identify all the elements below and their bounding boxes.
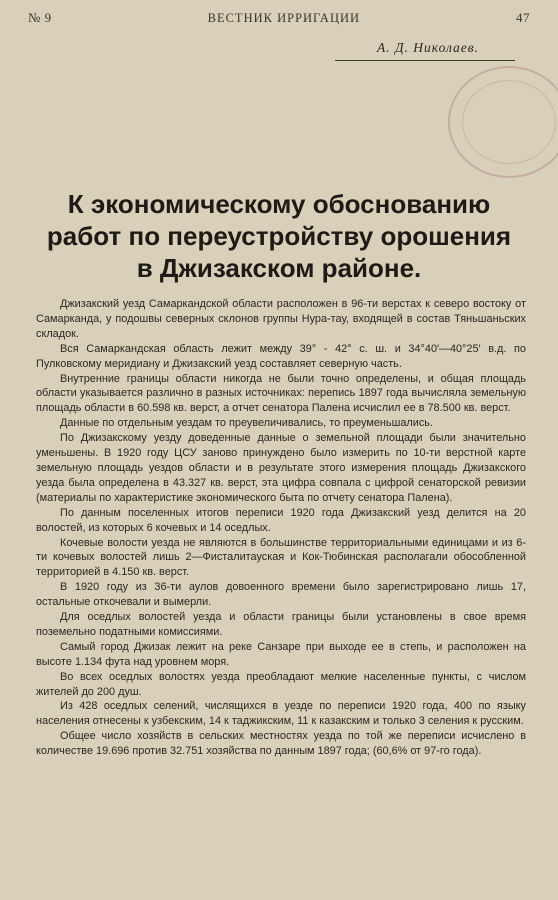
paragraph: Данные по отдельным уездам то преувеличивались, то преуменьшались. <box>60 417 433 430</box>
paragraph: Самый город Джизак лежит на реке Санзаре при выходе ее в степь, и расположен на высоте 1.134 фута над уровнем моря. <box>36 640 526 668</box>
article-title <box>10 188 548 284</box>
paragraph: Во всех оседлых волостях уезда преобладают мелкие населенные пункты, с числом жителей до 200 душ. <box>36 670 526 698</box>
page-number: 47 <box>516 10 530 25</box>
author-name: А. Д. Николаев. <box>376 40 480 55</box>
library-stamp <box>448 66 558 178</box>
paragraph: Для оседлых волостей уезда и области границы были установлены в свое время поземельно податными комиссиями. <box>36 611 526 638</box>
issue-number: № 9 <box>28 10 52 25</box>
paragraph: Из 428 оседлых селений, числящихся в уезде по переписи 1920 года, 400 по языку населения отнесены к узбекским, 14 к таджикским, 11 к казакским и только 3 селения к русским. <box>36 700 526 728</box>
journal-name: ВЕСТНИК ИРРИГАЦИИ <box>207 11 361 25</box>
paragraph: Джизакский уезд Самаркандской области расположен в 96-ти верстах к северо востоку от Самарканда, у подошвы северных склонов группы Нура-тау, входящей в состав Тяньшаньских складок. <box>36 298 526 340</box>
author-rule <box>335 60 515 61</box>
title-line: работ по переустройству орошения <box>46 221 512 251</box>
paragraph: В 1920 году из 36-ти аулов довоенного времени было зарегистрировано лишь 17, остальные откочевали и вымерли. <box>36 581 526 609</box>
paragraph: Вся Самаркандская область лежит между 39° - 42° с. ш. и 34°40′—40°25′ в.д. по Пулковскому меридиану и Джизакский уезд составляет северную часть. <box>36 342 526 370</box>
article-body <box>36 297 526 759</box>
running-header <box>28 10 530 26</box>
title-line: в Джизакском районе. <box>136 253 422 283</box>
title-line: К экономическому обоснованию <box>67 189 491 219</box>
paragraph: По Джизакскому уезду доведенные данные о земельной площади были значительно уменьшены. В 1920 году ЦСУ заново принуждено было измерить по 10-ти верстной карте земельную площадь уездов области и в результате этого измерения площадь Джизакского уезда была определена в 43.327 кв. верст, эта цифра совпала с цифрой сенаторской ревизии (материалы по характеристике экономического быта по отчету сенатора Палена). <box>36 432 526 504</box>
paragraph: Кочевые волости уезда не являются в большинстве территориальными единицами и из 6-ти кочевых волостей лишь 2—Фисталитауская и Кок-Тюбинская располагали обособленной территорией в 4.150 кв. верст. <box>36 536 526 579</box>
paragraph: По данным поселенных итогов переписи 1920 года Джизакский уезд делится на 20 волостей, из которых 6 кочевых и 14 оседлых. <box>36 506 526 534</box>
paragraph: Внутренние границы области никогда не были точно определены, и общая площадь области указывается различно в разных источниках: перепись 1897 года вычисляла земельную площадь области в 60.598 кв. верст, а отчет сенатора Палена исчислил ее в 78.500 кв. верст. <box>36 372 526 415</box>
paragraph: Общее число хозяйств в сельских местностях уезда по той же переписи исчислено в количестве 19.696 против 32.751 хозяйства по данным 1897 года; (60,6% от 97-го года). <box>36 730 526 758</box>
